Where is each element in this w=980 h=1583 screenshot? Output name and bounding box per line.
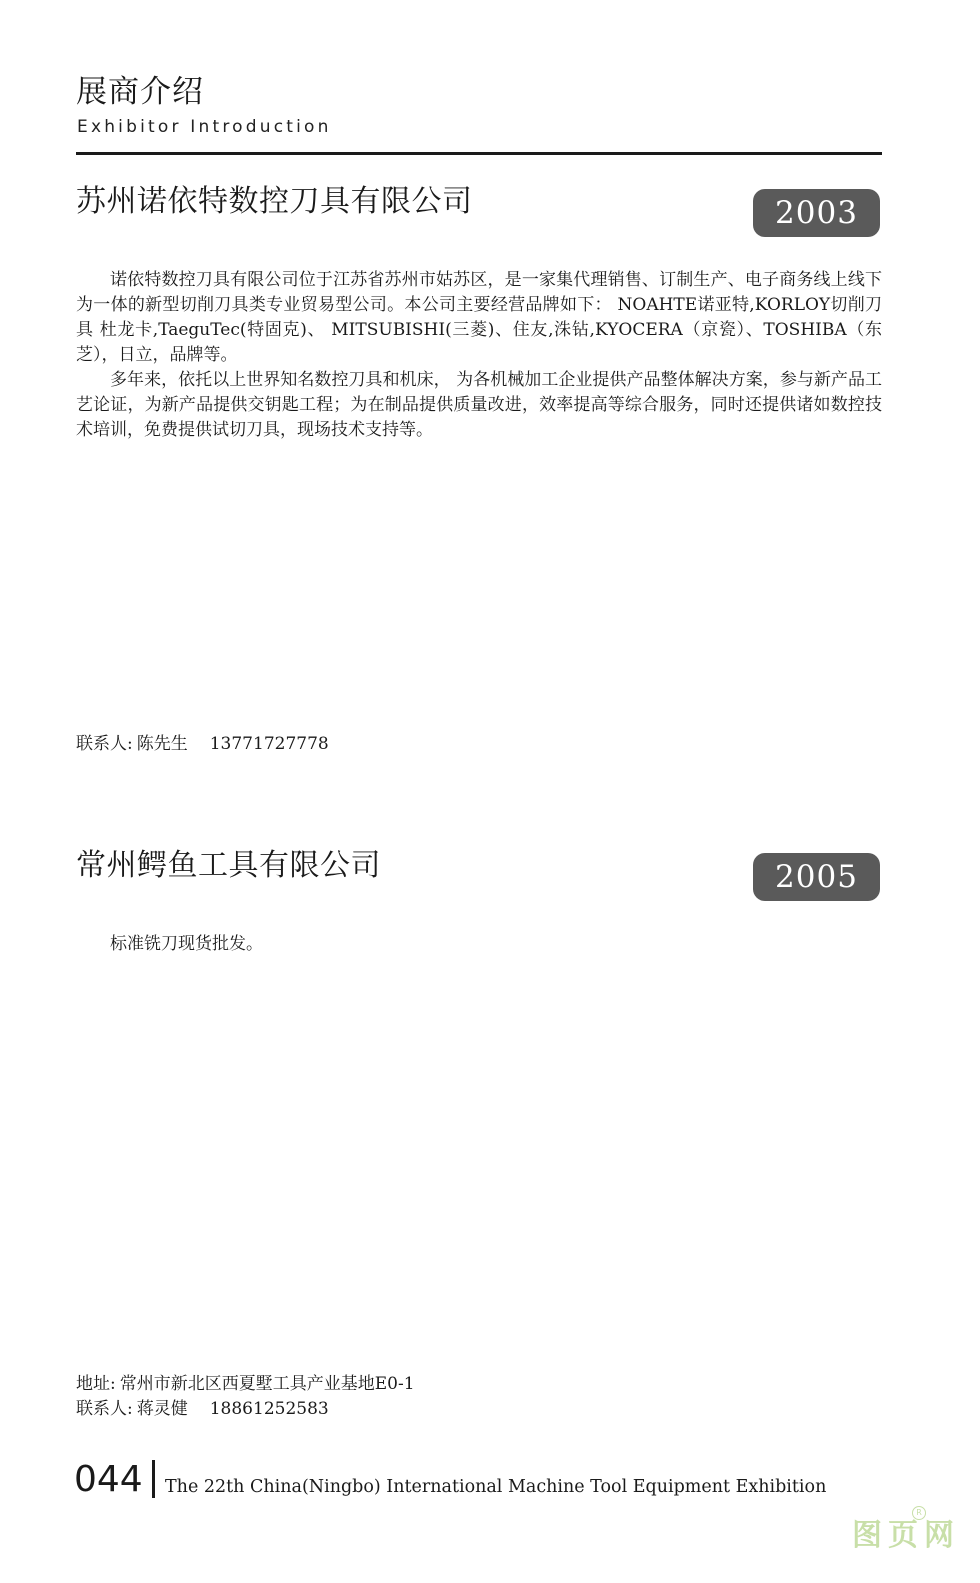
description-paragraph: 诺依特数控刀具有限公司位于江苏省苏州市姑苏区，是一家集代理销售、订制生产、电子商务线上线下为一体的新型切削刀具类专业贸易型公司。本公司主要经营品牌如下： NOAHTE诺亚特,KORLOY切削刀具 杜龙卡,TaeguTec(特固克)、 MITSUBISHI(三菱)、住友,洙钻,KYOCERA（京瓷）、TOSHIBA（东芝），日立，品牌等。 [76,270,882,365]
address-label: 地址: [76,1374,116,1394]
contact-phone: 18861252583 [209,1399,329,1419]
exhibitor-description [76,268,882,443]
contact-label: 联系人: [76,1399,133,1419]
exhibitor-name: 苏州诺依特数控刀具有限公司 [76,184,473,219]
contact-phone: 13771727778 [209,734,329,754]
watermark-logo: 图页网 [852,1518,960,1553]
description-paragraph: 标准铣刀现货批发。 [110,934,263,954]
contact-name: 陈先生 [136,734,188,754]
contact-line [76,732,329,757]
exhibitor-description [76,932,882,957]
booth-number-badge: 2005 [753,853,880,901]
contact-label: 联系人: [76,734,133,754]
section-subtitle: Exhibitor Introduction [77,117,332,137]
footer-divider [152,1460,155,1498]
address-line [76,1372,415,1397]
section-title: 展商介绍 [76,74,204,110]
header-divider [76,152,882,155]
description-paragraph: 多年来，依托以上世界知名数控刀具和机床， 为各机械加工企业提供产品整体解决方案，参与新产品工艺论证，为新产品提供交钥匙工程；为在制品提供质量改进，效率提高等综合服务，同时还提供诸如数控技术培训，免费提供试切刀具，现场技术支持等。 [76,370,882,440]
registered-mark-icon: R [912,1506,926,1520]
exhibitor-name: 常州鳄鱼工具有限公司 [76,848,381,883]
exhibition-name: The 22th China(Ningbo) International Machine Tool Equipment Exhibition [165,1477,827,1497]
address-value: 常州市新北区西夏墅工具产业基地E0-1 [119,1374,415,1394]
booth-number-badge: 2003 [753,189,880,237]
page-number: 044 [74,1459,143,1500]
contact-line [76,1397,329,1422]
contact-name: 蒋灵健 [136,1399,188,1419]
